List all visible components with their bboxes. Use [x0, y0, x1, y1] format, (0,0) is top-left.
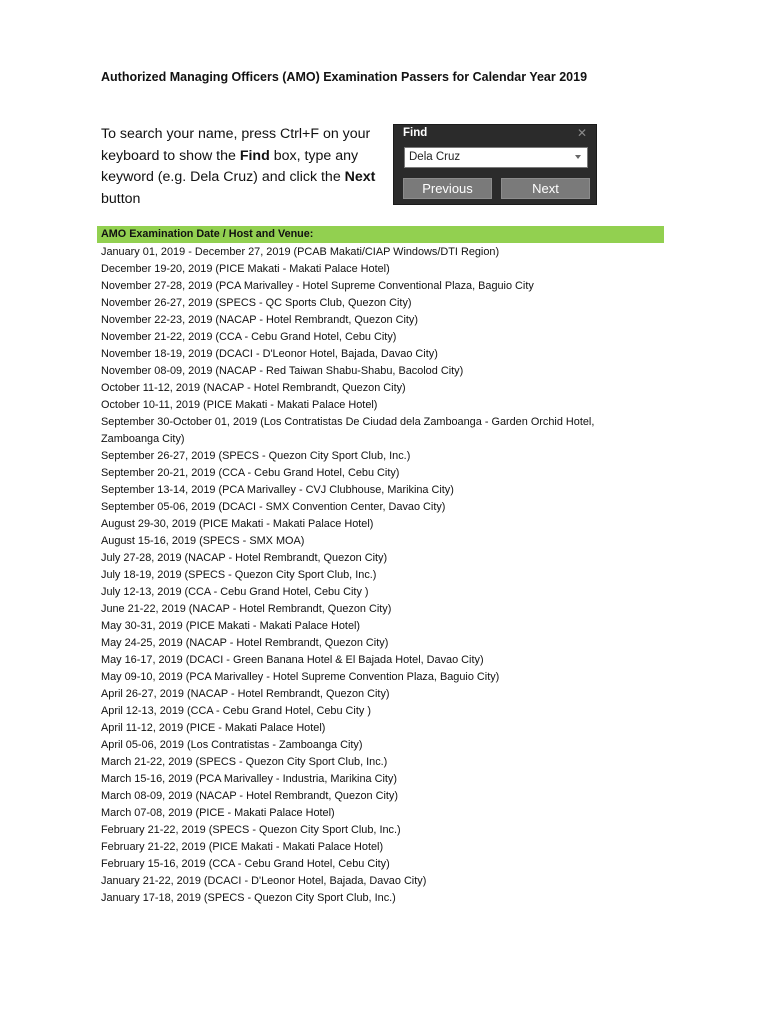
list-item: January 21-22, 2019 (DCACI - D'Leonor Hotel, Bajada, Davao City) [101, 875, 427, 887]
find-input-value: Dela Cruz [409, 151, 461, 163]
find-next-button: Next [501, 178, 590, 199]
list-item: February 21-22, 2019 (PICE Makati - Makati Palace Hotel) [101, 841, 384, 853]
instructions-text-1: To search your name, press Ctrl+F on your keyboard to show the [101, 126, 371, 164]
list-item: April 05-06, 2019 (Los Contratistas - Zamboanga City) [101, 739, 363, 751]
find-dialog-title: Find [403, 127, 428, 139]
list-item: July 27-28, 2019 (NACAP - Hotel Rembrandt, Quezon City) [101, 552, 388, 564]
instructions-find-keyword: Find [239, 147, 270, 164]
list-item: May 24-25, 2019 (NACAP - Hotel Rembrandt, Quezon City) [101, 637, 389, 649]
find-search-input [404, 147, 588, 168]
list-item: November 21-22, 2019 (CCA - Cebu Grand Hotel, Cebu City) [101, 331, 397, 343]
page-title: Authorized Managing Officers (AMO) Examination Passers for Calendar Year 2019 [101, 70, 588, 84]
search-instructions [101, 124, 386, 210]
list-item: November 18-19, 2019 (DCACI - D'Leonor Hotel, Bajada, Davao City) [101, 348, 438, 360]
list-item: September 26-27, 2019 (SPECS - Quezon City Sport Club, Inc.) [101, 450, 411, 462]
list-item: March 15-16, 2019 (PCA Marivalley - Industria, Marikina City) [101, 773, 397, 785]
list-item: March 08-09, 2019 (NACAP - Hotel Rembrandt, Quezon City) [101, 790, 398, 802]
list-item: April 26-27, 2019 (NACAP - Hotel Rembrandt, Quezon City) [101, 688, 390, 700]
examination-schedule-list [101, 244, 661, 907]
list-item: July 18-19, 2019 (SPECS - Quezon City Sport Club, Inc.) [101, 569, 377, 581]
list-item: September 20-21, 2019 (CCA - Cebu Grand Hotel, Cebu City) [101, 467, 400, 479]
list-item: June 21-22, 2019 (NACAP - Hotel Rembrandt, Quezon City) [101, 603, 392, 615]
list-item: September 30-October 01, 2019 (Los Contratistas De Ciudad dela Zamboanga - Garden Orchid Hotel, Zamboanga City) [101, 416, 595, 445]
list-item: February 21-22, 2019 (SPECS - Quezon City Sport Club, Inc.) [101, 824, 401, 836]
list-item: October 11-12, 2019 (NACAP - Hotel Rembrandt, Quezon City) [101, 382, 406, 394]
list-item: May 30-31, 2019 (PICE Makati - Makati Palace Hotel) [101, 620, 361, 632]
list-item: November 27-28, 2019 (PCA Marivalley - Hotel Supreme Conventional Plaza, Baguio City [101, 280, 534, 292]
list-item: February 15-16, 2019 (CCA - Cebu Grand Hotel, Cebu City) [101, 858, 390, 870]
table-header: AMO Examination Date / Host and Venue: [97, 226, 664, 243]
list-item: November 22-23, 2019 (NACAP - Hotel Rembrandt, Quezon City) [101, 314, 418, 326]
close-icon: ✕ [576, 126, 587, 140]
find-previous-button: Previous [403, 178, 492, 199]
list-item: March 07-08, 2019 (PICE - Makati Palace Hotel) [101, 807, 335, 819]
find-dialog-illustration [393, 124, 597, 205]
list-item: August 29-30, 2019 (PICE Makati - Makati Palace Hotel) [101, 518, 374, 530]
list-item: October 10-11, 2019 (PICE Makati - Makati Palace Hotel) [101, 399, 378, 411]
list-item: January 17-18, 2019 (SPECS - Quezon City Sport Club, Inc.) [101, 892, 396, 904]
list-item: January 01, 2019 - December 27, 2019 (PCAB Makati/CIAP Windows/DTI Region) [101, 246, 500, 258]
chevron-down-icon [575, 155, 581, 159]
instructions-next-keyword: Next [344, 169, 376, 186]
list-item: November 26-27, 2019 (SPECS - QC Sports Club, Quezon City) [101, 297, 412, 309]
list-item: November 08-09, 2019 (NACAP - Red Taiwan Shabu-Shabu, Bacolod City) [101, 365, 464, 377]
list-item: September 13-14, 2019 (PCA Marivalley - CVJ Clubhouse, Marikina City) [101, 484, 454, 496]
list-item: March 21-22, 2019 (SPECS - Quezon City Sport Club, Inc.) [101, 756, 388, 768]
list-item: April 12-13, 2019 (CCA - Cebu Grand Hotel, Cebu City ) [101, 705, 371, 717]
list-item: August 15-16, 2019 (SPECS - SMX MOA) [101, 535, 305, 547]
list-item: May 09-10, 2019 (PCA Marivalley - Hotel Supreme Convention Plaza, Baguio City) [101, 671, 500, 683]
list-item: December 19-20, 2019 (PICE Makati - Makati Palace Hotel) [101, 263, 390, 275]
instructions-text-2: box, type any keyword (e.g. Dela Cruz) and click the [101, 147, 359, 186]
list-item: May 16-17, 2019 (DCACI - Green Banana Hotel & El Bajada Hotel, Davao City) [101, 654, 484, 666]
list-item: September 05-06, 2019 (DCACI - SMX Convention Center, Davao City) [101, 501, 446, 513]
instructions-text-3: button [101, 190, 141, 207]
list-item: April 11-12, 2019 (PICE - Makati Palace Hotel) [101, 722, 326, 734]
list-item: July 12-13, 2019 (CCA - Cebu Grand Hotel, Cebu City ) [101, 586, 369, 598]
